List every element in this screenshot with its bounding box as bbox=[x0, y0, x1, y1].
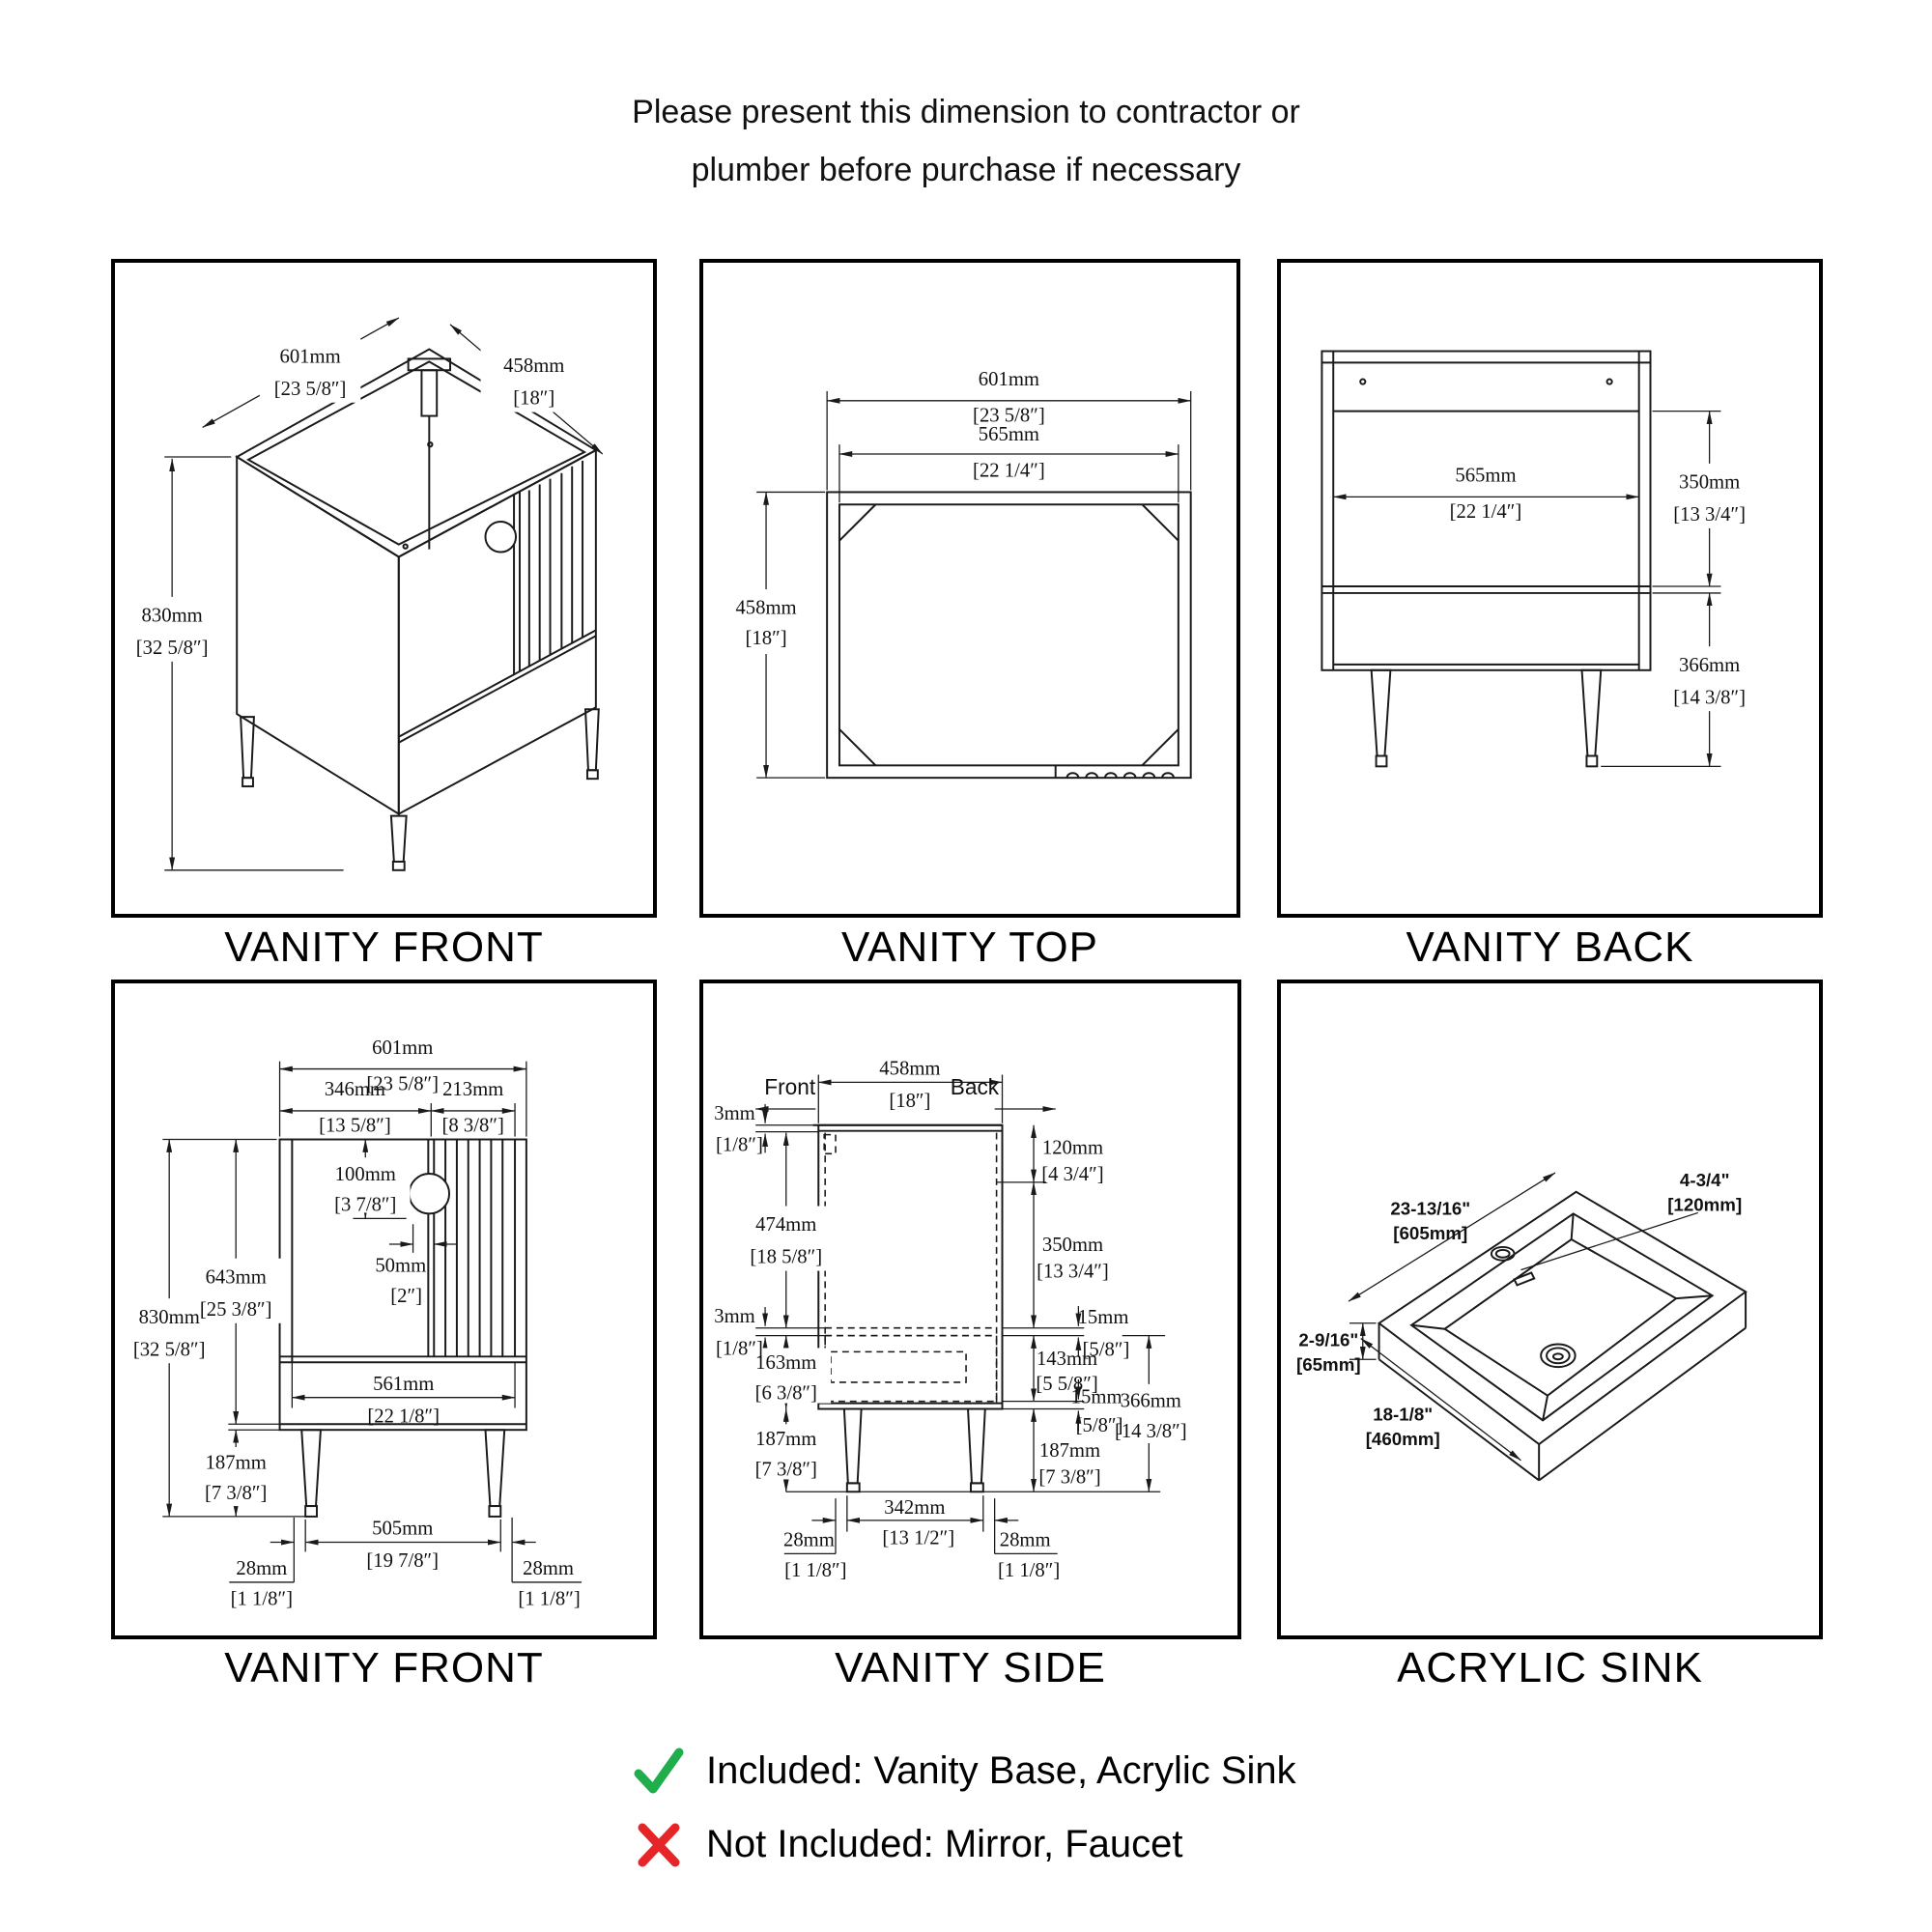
dim-offset-right-mm: 28mm bbox=[999, 1529, 1051, 1551]
side-view bbox=[812, 1125, 1002, 1492]
dim-depth-mm: 458mm bbox=[735, 597, 797, 619]
cabinet-iso bbox=[237, 350, 599, 870]
panel-vanity-side bbox=[699, 980, 1241, 1639]
back-direction-label: Back bbox=[950, 1074, 1000, 1100]
vanity-back-drawing bbox=[1281, 263, 1819, 914]
dim-leg-left-in: [7 3/8″] bbox=[754, 1459, 817, 1481]
dim-depth-in: [18″] bbox=[513, 387, 555, 410]
check-icon bbox=[633, 1745, 685, 1797]
leg bbox=[844, 1409, 862, 1484]
dim-body-mm: 643mm bbox=[205, 1266, 267, 1289]
leg bbox=[1372, 670, 1391, 756]
dim-leg-mm: 187mm bbox=[205, 1452, 267, 1474]
dim-depth-mm: [460mm] bbox=[1365, 1428, 1440, 1449]
header-line-1: Please present this dimension to contractor or bbox=[632, 94, 1300, 130]
dim-span-mm: 342mm bbox=[884, 1496, 946, 1519]
dim-slat-mm: 213mm bbox=[442, 1079, 504, 1101]
dim-span-mm: 505mm bbox=[372, 1518, 434, 1540]
vanity-front-iso-drawing bbox=[115, 263, 653, 914]
dim-span-in: [13 1/2″] bbox=[882, 1527, 955, 1549]
dim-faucet-hole-in: 4-3/4" bbox=[1679, 1169, 1730, 1190]
dim-inner-in: [22 1/8″] bbox=[367, 1406, 440, 1428]
vanity-top-drawing bbox=[703, 263, 1236, 914]
top-view bbox=[827, 492, 1191, 778]
dim-height-mm: 830mm bbox=[141, 605, 203, 627]
dim-span-in: [19 7/8″] bbox=[366, 1550, 440, 1573]
leg bbox=[485, 1430, 504, 1506]
dim-lower-mm: 366mm bbox=[1679, 654, 1741, 676]
iso-dimensions bbox=[123, 318, 603, 870]
dim-offset-right-in: [1 1/8″] bbox=[518, 1588, 581, 1610]
leg bbox=[1582, 670, 1602, 756]
header-note bbox=[0, 83, 1932, 199]
dim-top-section-in: [4 3/4″] bbox=[1041, 1163, 1104, 1185]
dim-leg-in: [7 3/8″] bbox=[205, 1483, 268, 1505]
dim-inner-width-in: [22 1/4″] bbox=[973, 460, 1045, 482]
basin-bottom bbox=[1445, 1239, 1677, 1396]
dim-height-mm: 830mm bbox=[138, 1306, 200, 1328]
leg bbox=[585, 709, 599, 770]
panel-title-vanity-front: VANITY FRONT bbox=[224, 1644, 544, 1691]
dim-inner-width-mm: 565mm bbox=[978, 424, 1040, 446]
back-dimensions bbox=[1333, 412, 1755, 767]
dim-width-in: [23 5/8″] bbox=[366, 1073, 440, 1095]
header-line-2: plumber before purchase if necessary bbox=[691, 152, 1241, 188]
not-included-row bbox=[633, 1814, 1296, 1874]
panel-title-vanity-front-iso: VANITY FRONT bbox=[224, 923, 544, 971]
dim-lip-upper-mm: 15mm bbox=[1077, 1306, 1129, 1328]
dim-box-in: [5 5/8″] bbox=[1036, 1373, 1098, 1395]
panel-title-acrylic-sink: ACRYLIC SINK bbox=[1397, 1644, 1703, 1691]
dim-lip-lower-mm: 15mm bbox=[1070, 1386, 1122, 1408]
panel-vanity-front-iso bbox=[111, 259, 657, 918]
dim-width-mm: 601mm bbox=[279, 346, 341, 368]
dim-box-mm: 143mm bbox=[1036, 1349, 1098, 1371]
side-hidden-lines bbox=[824, 1133, 996, 1404]
included-row bbox=[633, 1741, 1296, 1801]
dim-mid-section-in: [13 3/4″] bbox=[1037, 1261, 1109, 1283]
panel-title-vanity-top: VANITY TOP bbox=[841, 923, 1098, 971]
sink-dimensions bbox=[1296, 1170, 1742, 1461]
dim-knob-h-in: [2″] bbox=[390, 1286, 423, 1308]
panel-vanity-front bbox=[111, 980, 657, 1639]
dim-depth-mm: 458mm bbox=[879, 1058, 941, 1080]
included-text: Included: Vanity Base, Acrylic Sink bbox=[706, 1748, 1296, 1792]
dim-width-mm: [605mm] bbox=[1393, 1223, 1468, 1244]
dim-lip-upper-in: [5/8″] bbox=[1082, 1339, 1130, 1361]
dim-depth-in: [18″] bbox=[889, 1091, 931, 1113]
dim-offset-right-in: [1 1/8″] bbox=[997, 1560, 1061, 1581]
dim-offset-left-mm: 28mm bbox=[782, 1529, 835, 1551]
dim-inner-mm: 561mm bbox=[373, 1373, 435, 1395]
dim-body-in: [25 3/8″] bbox=[199, 1298, 272, 1321]
top-dimensions bbox=[721, 369, 1191, 778]
dim-inner-width-mm: 565mm bbox=[1455, 465, 1517, 487]
dim-offset-left-mm: 28mm bbox=[236, 1558, 288, 1580]
dim-width-in: 23-13/16" bbox=[1390, 1198, 1471, 1219]
dim-width-in: [23 5/8″] bbox=[273, 378, 347, 400]
dim-depth-in: 18-1/8" bbox=[1373, 1404, 1434, 1425]
dim-offset-left-in: [1 1/8″] bbox=[784, 1560, 847, 1581]
leg bbox=[391, 816, 407, 862]
back-view bbox=[1321, 352, 1650, 767]
dim-lip-lower-in: [5/8″] bbox=[1075, 1415, 1123, 1437]
dim-mid-reveal-mm: 3mm bbox=[714, 1305, 755, 1327]
dim-width-mm: 601mm bbox=[372, 1037, 434, 1059]
included-legend bbox=[633, 1741, 1296, 1874]
dim-width-mm: 601mm bbox=[978, 369, 1040, 391]
leg bbox=[301, 1430, 321, 1506]
dim-leg-left-mm: 187mm bbox=[755, 1428, 817, 1450]
vanity-side-drawing bbox=[703, 983, 1237, 1635]
dim-mid-reveal-in: [1/8″] bbox=[716, 1338, 763, 1360]
panel-vanity-back bbox=[1277, 259, 1823, 918]
dim-slat-in: [8 3/8″] bbox=[441, 1115, 504, 1137]
dim-offset-right-mm: 28mm bbox=[523, 1558, 574, 1580]
faucet-post-cap bbox=[409, 358, 450, 370]
leg bbox=[241, 717, 254, 778]
dim-upper-mm: 350mm bbox=[1679, 471, 1741, 494]
dim-thickness-in: 2-9/16" bbox=[1298, 1329, 1359, 1350]
dim-knob-v-in: [3 7/8″] bbox=[334, 1194, 397, 1216]
panel-acrylic-sink bbox=[1277, 980, 1823, 1639]
dim-offset-left-in: [1 1/8″] bbox=[230, 1588, 293, 1610]
leg bbox=[968, 1409, 985, 1484]
drawer-box bbox=[831, 1351, 966, 1382]
dim-lower-in: [14 3/8″] bbox=[1673, 687, 1746, 709]
dim-mid-section-mm: 350mm bbox=[1041, 1234, 1104, 1256]
dim-drawer-mm: 163mm bbox=[755, 1352, 817, 1375]
dim-door-in: [13 5/8″] bbox=[319, 1115, 391, 1137]
vanity-front-drawing bbox=[115, 983, 653, 1635]
dim-depth-mm: 458mm bbox=[503, 355, 565, 378]
dim-drawer-in: [6 3/8″] bbox=[754, 1382, 817, 1405]
dim-inner-width-in: [22 1/4″] bbox=[1449, 501, 1522, 524]
dim-body-mm: 474mm bbox=[755, 1214, 817, 1236]
dim-faucet-hole-mm: [120mm] bbox=[1667, 1194, 1743, 1215]
dim-body-in: [18 5/8″] bbox=[750, 1246, 823, 1268]
dim-height-in: [32 5/8″] bbox=[132, 1339, 206, 1361]
x-icon bbox=[633, 1818, 685, 1870]
faucet-post bbox=[421, 370, 437, 415]
overflow-slot bbox=[1515, 1273, 1535, 1286]
dim-height-in: [32 5/8″] bbox=[135, 638, 209, 660]
front-dimensions bbox=[123, 1037, 582, 1610]
dim-knob-v-mm: 100mm bbox=[334, 1163, 396, 1185]
dim-top-section-mm: 120mm bbox=[1041, 1137, 1104, 1159]
dim-door-mm: 346mm bbox=[324, 1079, 386, 1101]
panel-vanity-top bbox=[699, 259, 1240, 918]
dim-leg-right-mm: 187mm bbox=[1038, 1439, 1101, 1462]
dim-knob-h-mm: 50mm bbox=[375, 1255, 427, 1277]
door-knob bbox=[410, 1174, 449, 1213]
not-included-text: Not Included: Mirror, Faucet bbox=[706, 1822, 1183, 1865]
dim-depth-in: [18″] bbox=[745, 628, 787, 650]
dim-top-reveal-mm: 3mm bbox=[714, 1102, 755, 1124]
dim-back-mm: 366mm bbox=[1120, 1390, 1181, 1412]
acrylic-sink-drawing bbox=[1281, 983, 1819, 1635]
front-direction-label: Front bbox=[764, 1074, 816, 1100]
dim-leg-right-in: [7 3/8″] bbox=[1038, 1466, 1101, 1489]
panel-title-vanity-side: VANITY SIDE bbox=[835, 1644, 1106, 1691]
dim-back-in: [14 3/8″] bbox=[1114, 1421, 1187, 1443]
dim-width-in: [23 5/8″] bbox=[973, 405, 1045, 427]
side-dimensions bbox=[714, 1059, 1194, 1581]
dim-upper-in: [13 3/4″] bbox=[1673, 504, 1746, 526]
dim-top-reveal-in: [1/8″] bbox=[716, 1134, 763, 1156]
panel-title-vanity-back: VANITY BACK bbox=[1406, 923, 1694, 971]
dim-thickness-mm: [65mm] bbox=[1296, 1354, 1361, 1376]
